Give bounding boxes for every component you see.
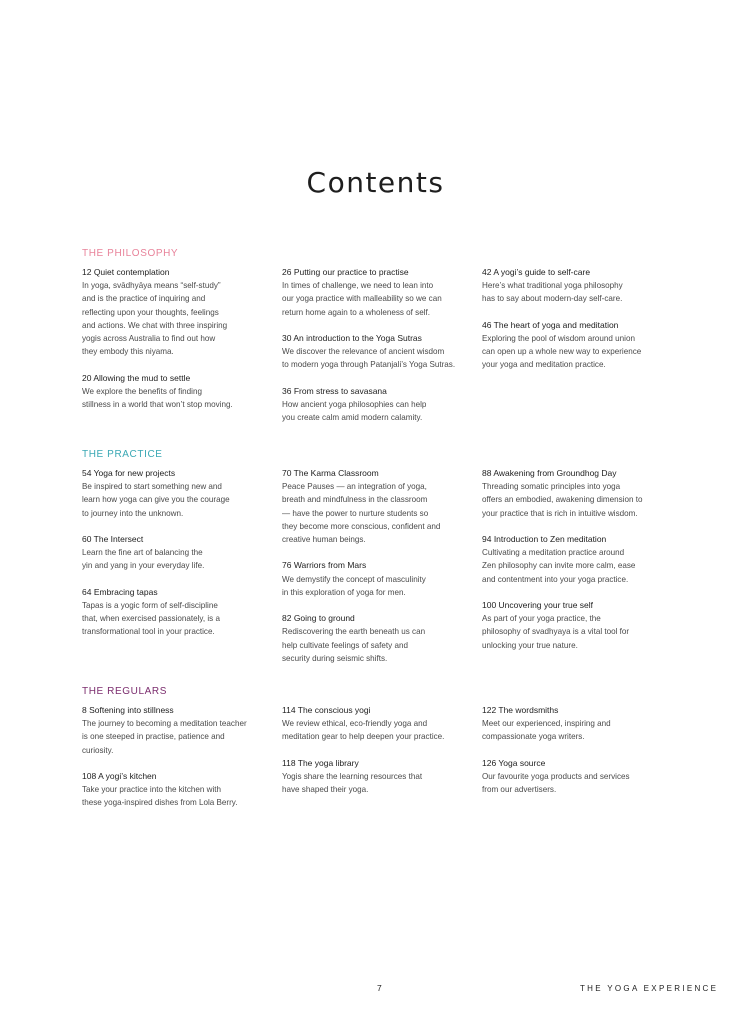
entry-description-line: Zen philosophy can invite more calm, ease bbox=[482, 561, 636, 571]
entry-title: 36 From stress to savasana bbox=[282, 385, 387, 396]
entry-title: 60 The Intersect bbox=[82, 534, 144, 544]
entry-title: 122 The wordsmiths bbox=[482, 705, 559, 715]
entry-description-line: from our advertisers. bbox=[482, 785, 557, 795]
entry-description-line: We explore the benefits of finding bbox=[82, 386, 202, 396]
entry-description-line: Cultivating a meditation practice around bbox=[482, 548, 625, 558]
entry-description-line: can open up a whole new way to experience bbox=[482, 347, 642, 357]
contents-entry[interactable] bbox=[282, 704, 482, 744]
page-number: 7 bbox=[377, 983, 382, 993]
contents-column bbox=[82, 467, 282, 678]
entry-description-line: In times of challenge, we need to lean into bbox=[282, 281, 434, 291]
entry-description-line: transformational tool in your practice. bbox=[82, 627, 215, 637]
entry-description-line: to modern yoga through Patanjali’s Yoga Sutras. bbox=[282, 360, 456, 370]
section-philosophy bbox=[82, 248, 682, 438]
section-heading: THE REGULARS bbox=[82, 686, 167, 697]
contents-entry[interactable] bbox=[82, 467, 282, 520]
entry-description-line: We review ethical, eco-friendly yoga and bbox=[282, 719, 428, 729]
contents-column bbox=[282, 266, 482, 438]
entry-description-line: help cultivate feelings of safety and bbox=[282, 640, 408, 650]
entry-description-line: your yoga and meditation practice. bbox=[482, 360, 606, 370]
contents-entry[interactable] bbox=[282, 385, 482, 425]
contents-entry[interactable] bbox=[82, 704, 282, 757]
entry-description-line: in this exploration of yoga for men. bbox=[282, 587, 406, 597]
contents-entry[interactable] bbox=[282, 559, 482, 599]
entry-description-line: yin and yang in your everyday life. bbox=[82, 561, 205, 571]
entry-description-line: We discover the relevance of ancient wisdom bbox=[282, 347, 445, 357]
entry-description-line: reflecting upon your thoughts, feelings bbox=[82, 307, 219, 317]
entry-description-line: you create calm amid modern calamity. bbox=[282, 413, 423, 423]
entry-description-line: unlocking your true nature. bbox=[482, 640, 578, 650]
entry-description-line: The journey to becoming a meditation teacher bbox=[82, 719, 247, 729]
entry-title: 114 The conscious yogi bbox=[282, 705, 371, 715]
contents-entry[interactable] bbox=[282, 467, 482, 546]
entry-description-line: creative human beings. bbox=[282, 535, 366, 545]
contents-entry[interactable] bbox=[482, 757, 682, 797]
entry-title: 100 Uncovering your true self bbox=[482, 600, 594, 610]
entry-description-line: return home again to a wholeness of self. bbox=[282, 307, 431, 317]
contents-entry[interactable] bbox=[282, 612, 482, 665]
entry-description-line: offers an embodied, awakening dimension to bbox=[482, 495, 643, 505]
entry-description-line: Meet our experienced, inspiring and bbox=[482, 719, 611, 729]
entry-description-line: compassionate yoga writers. bbox=[482, 732, 585, 742]
entry-description-line: and is the practice of inquiring and bbox=[82, 294, 206, 304]
entry-description-line: has to say about modern-day self-care. bbox=[482, 294, 623, 304]
contents-entry[interactable] bbox=[282, 332, 482, 372]
entry-title: 54 Yoga for new projects bbox=[82, 468, 176, 478]
entry-description-line: to journey into the unknown. bbox=[82, 508, 184, 518]
contents-entry[interactable] bbox=[82, 372, 282, 412]
entry-description-line: these yoga-inspired dishes from Lola Berry. bbox=[82, 798, 238, 808]
entry-description-line: they become more conscious, confident and bbox=[282, 521, 441, 531]
entry-description-line: Be inspired to start something new and bbox=[82, 482, 222, 492]
contents-entry[interactable] bbox=[82, 770, 282, 810]
entry-description-line: How ancient yoga philosophies can help bbox=[282, 400, 427, 409]
entry-title: 46 The heart of yoga and meditation bbox=[482, 319, 619, 330]
entry-title: 20 Allowing the mud to settle bbox=[82, 372, 191, 383]
entry-description-line: As part of your yoga practice, the bbox=[482, 614, 601, 624]
section-practice bbox=[82, 449, 682, 678]
contents-column bbox=[82, 704, 282, 823]
entry-description-line: Tapas is a yogic form of self-discipline bbox=[82, 601, 218, 610]
entry-description-line: We demystify the concept of masculinity bbox=[282, 574, 426, 584]
entry-description-line: learn how yoga can give you the courage bbox=[82, 495, 230, 505]
contents-column bbox=[482, 266, 682, 438]
entry-description-line: Exploring the pool of wisdom around union bbox=[482, 334, 635, 343]
contents-entry[interactable] bbox=[482, 319, 682, 372]
contents-column bbox=[82, 266, 282, 438]
entry-description-line: philosophy of svadhyaya is a vital tool for bbox=[482, 627, 630, 637]
entry-description-line: is one steeped in practise, patience and bbox=[82, 732, 225, 742]
contents-column bbox=[282, 704, 482, 823]
entry-description-line: our yoga practice with malleability so we can bbox=[282, 294, 442, 304]
entry-title: 108 A yogi’s kitchen bbox=[82, 771, 157, 781]
entry-title: 26 Putting our practice to practise bbox=[282, 267, 409, 277]
section-columns bbox=[82, 467, 682, 678]
entry-description-line: In yoga, svādhyāya means “self-study” bbox=[82, 281, 221, 291]
section-regulars bbox=[82, 686, 682, 823]
entry-description-line: Take your practice into the kitchen with bbox=[82, 785, 222, 795]
section-columns bbox=[82, 704, 682, 823]
entry-description-line: Peace Pauses — an integration of yoga, bbox=[282, 482, 427, 492]
contents-entry[interactable] bbox=[282, 757, 482, 797]
contents-entry[interactable] bbox=[482, 704, 682, 744]
entry-title: 64 Embracing tapas bbox=[82, 586, 158, 597]
entry-title: 8 Softening into stillness bbox=[82, 705, 174, 715]
contents-entry[interactable] bbox=[482, 467, 682, 520]
entry-description-line: your practice that is rich in intuitive wisdom. bbox=[482, 508, 638, 518]
entry-description-line: curiosity. bbox=[82, 745, 114, 755]
contents-entry[interactable] bbox=[482, 266, 682, 306]
entry-description-line: and actions. We chat with three inspiring bbox=[82, 320, 228, 330]
entry-description-line: — have the power to nurture students so bbox=[282, 508, 429, 518]
entry-description-line: Yogis share the learning resources that bbox=[282, 772, 423, 781]
entry-description-line: Rediscovering the earth beneath us can bbox=[282, 627, 426, 637]
entry-description-line: Learn the fine art of balancing the bbox=[82, 548, 203, 558]
contents-column bbox=[482, 467, 682, 678]
contents-column bbox=[482, 704, 682, 823]
entry-description-line: they embody this niyama. bbox=[82, 347, 174, 357]
contents-entry[interactable] bbox=[82, 586, 282, 639]
entry-title: 42 A yogi’s guide to self-care bbox=[482, 267, 591, 277]
entry-description-line: Our favourite yoga products and services bbox=[482, 772, 630, 781]
entry-title: 12 Quiet contemplation bbox=[82, 267, 170, 277]
contents-entry[interactable] bbox=[82, 533, 282, 573]
page-title: Contents bbox=[306, 166, 445, 199]
entry-description-line: breath and mindfulness in the classroom bbox=[282, 495, 428, 505]
entry-title: 126 Yoga source bbox=[482, 757, 546, 768]
publication-name: THE YOGA EXPERIENCE bbox=[580, 984, 719, 993]
entry-title: 70 The Karma Classroom bbox=[282, 468, 379, 478]
entry-description-line: Here’s what traditional yoga philosophy bbox=[482, 281, 623, 291]
contents-entry[interactable] bbox=[482, 533, 682, 586]
section-heading: THE PRACTICE bbox=[82, 449, 163, 460]
entry-description-line: meditation gear to help deepen your practice. bbox=[282, 732, 445, 742]
entry-title: 94 Introduction to Zen meditation bbox=[482, 534, 607, 544]
contents-column bbox=[282, 467, 482, 678]
contents-entry[interactable] bbox=[82, 266, 282, 358]
entry-description-line: and contentment into your yoga practice. bbox=[482, 574, 629, 584]
entry-description-line: have shaped their yoga. bbox=[282, 785, 369, 795]
entry-description-line: Threading somatic principles into yoga bbox=[482, 482, 621, 492]
entry-description-line: security during seismic shifts. bbox=[282, 653, 388, 663]
entry-title: 30 An introduction to the Yoga Sutras bbox=[282, 333, 422, 343]
entry-title: 118 The yoga library bbox=[282, 757, 359, 768]
section-columns bbox=[82, 266, 682, 438]
entry-description-line: yogis across Australia to find out how bbox=[82, 334, 216, 344]
entry-title: 88 Awakening from Groundhog Day bbox=[482, 468, 617, 478]
contents-entry[interactable] bbox=[482, 599, 682, 652]
entry-description-line: stillness in a world that won’t stop moving. bbox=[82, 400, 233, 410]
entry-title: 82 Going to ground bbox=[282, 613, 355, 624]
entry-title: 76 Warriors from Mars bbox=[282, 560, 367, 571]
section-heading: THE PHILOSOPHY bbox=[82, 248, 179, 259]
entry-description-line: that, when exercised passionately, is a bbox=[82, 614, 220, 624]
contents-entry[interactable] bbox=[282, 266, 482, 319]
